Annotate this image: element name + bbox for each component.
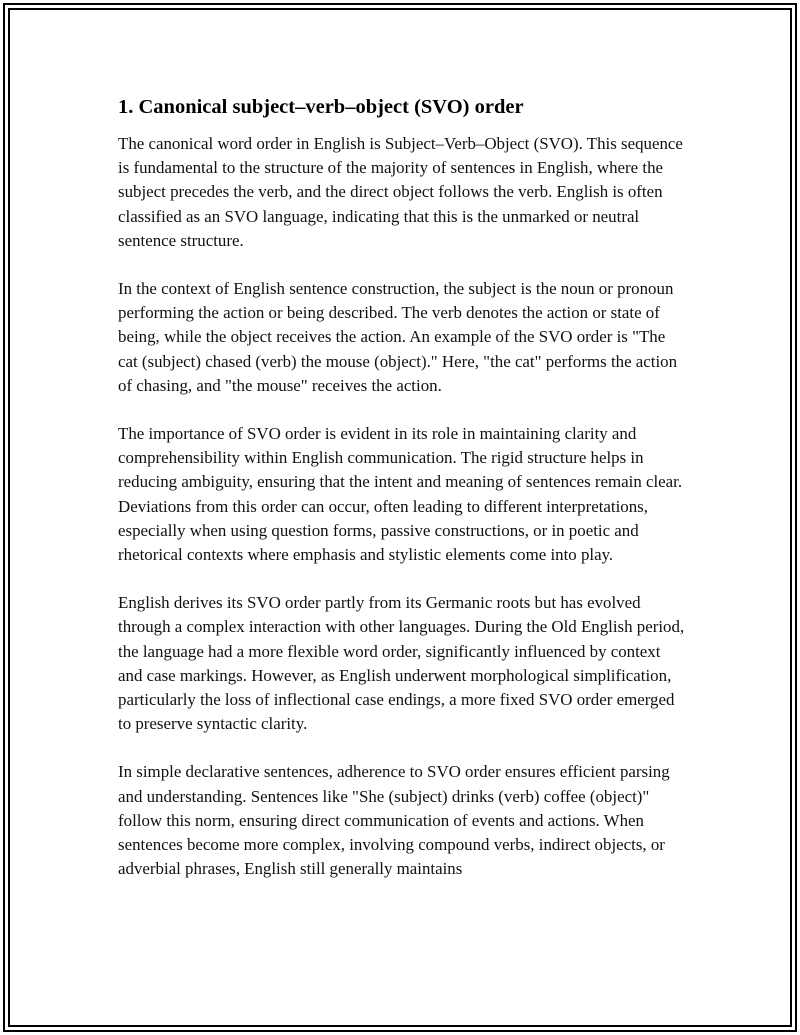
paragraph-4: English derives its SVO order partly from its Germanic roots but has evolved through a complex interaction with other languages. During the Old English period, the language had a more flexible word order, significantly influenced by context and case markings. However, as English underwent morphological simplification, particularly the loss of inflectional case endings, a more fixed SVO order emerged to preserve syntactic clarity.: [118, 593, 685, 734]
section-heading: 1. Canonical subject–verb–object (SVO) order: [118, 96, 524, 118]
paragraph-1: The canonical word order in English is Subject–Verb–Object (SVO). This sequence is fundamental to the structure of the majority of sentences in English, where the subject precedes the verb, and the direct object follows the verb. English is often classified as an SVO language, indicating that this is the unmarked or neutral sentence structure.: [118, 134, 683, 250]
document-body: [118, 92, 688, 905]
paragraph-3: The importance of SVO order is evident in its role in maintaining clarity and comprehensibility within English communication. The rigid structure helps in reducing ambiguity, ensuring that the intent and meaning of sentences remain clear. Deviations from this order can occur, often leading to different interpretations, especially when using question forms, passive constructions, or in poetic and rhetorical contexts where emphasis and stylistic elements come into play.: [118, 424, 683, 565]
paragraph-2: In the context of English sentence construction, the subject is the noun or pronoun performing the action or being described. The verb denotes the action or state of being, while the object receives the action. An example of the SVO order is "The cat (subject) chased (verb) the mouse (object)." Here, "the cat" performs the action of chasing, and "the mouse" receives the action.: [118, 279, 678, 395]
paragraph-5: In simple declarative sentences, adherence to SVO order ensures efficient parsing and understanding. Sentences like "She (subject) drinks (verb) coffee (object)" follow this norm, ensuring direct communication of events and actions. When sentences become more complex, involving compound verbs, indirect objects, or adverbial phrases, English still generally maintains: [118, 762, 670, 879]
